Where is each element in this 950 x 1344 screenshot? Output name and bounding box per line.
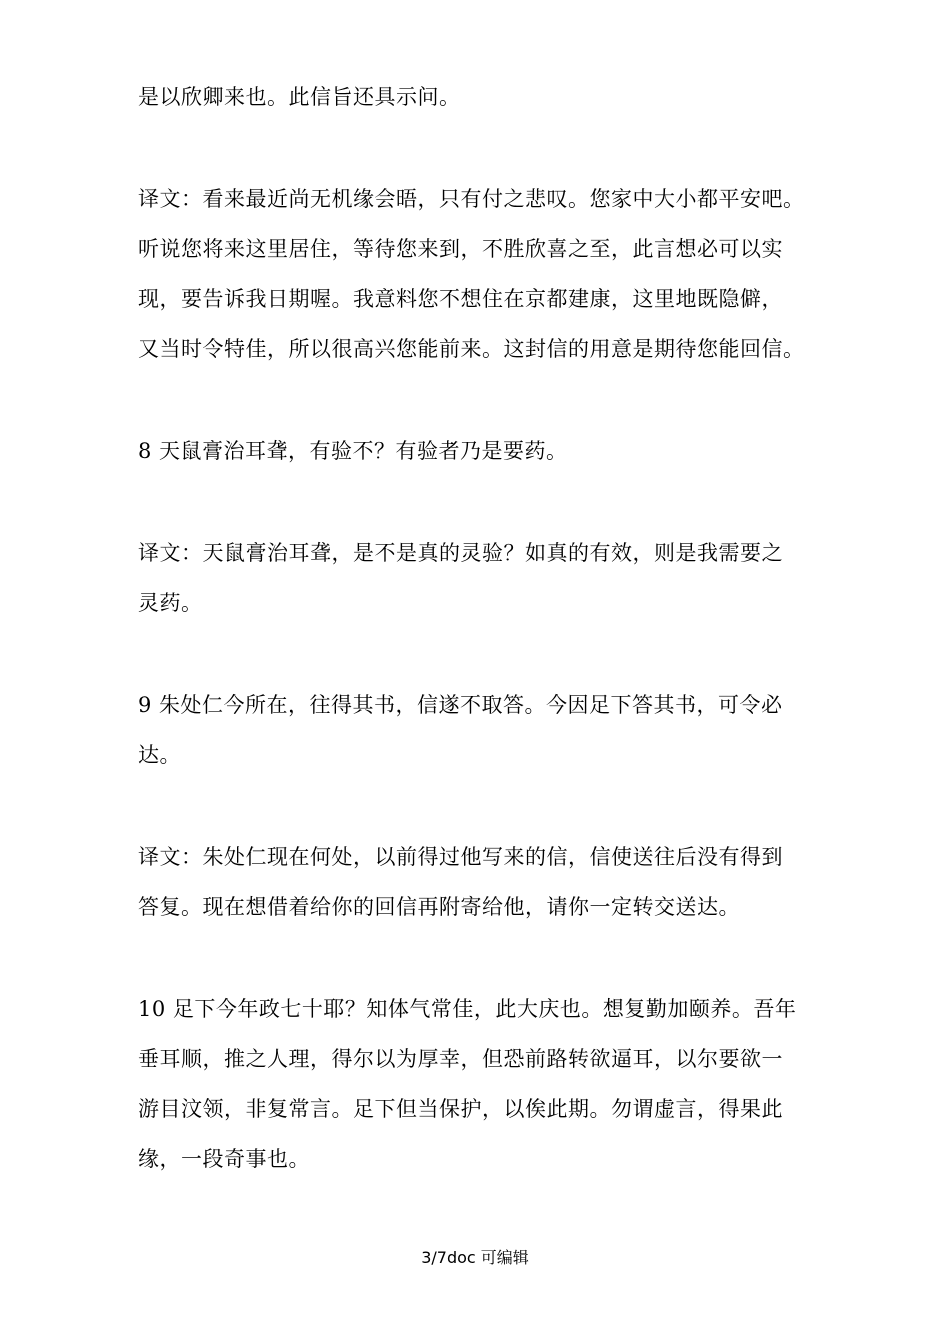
text-line: 缘，一段奇事也。 [138,1147,310,1171]
paragraph-translation-8 [138,528,828,628]
text-line: 译文：看来最近尚无机缘会晤，只有付之悲叹。您家中大小都平安吧。 [138,187,805,211]
text-line: 9 朱处仁今所在，往得其书，信遂不取答。今因足下答其书，可令必 [138,693,783,717]
paragraph-intro-end [138,72,828,122]
text-line: 10 足下今年政七十耶？知体气常佳，此大庆也。想复勤加颐养。吾年 [138,997,797,1021]
paragraph-letter-10 [138,984,828,1184]
text-line: 8 天鼠膏治耳聋，有验不？有验者乃是要药。 [138,439,568,463]
text-line: 垂耳顺，推之人理，得尔以为厚幸，但恐前路转欲逼耳，以尔要欲一 [138,1047,783,1071]
paragraph-letter-9 [138,680,828,780]
text-line: 灵药。 [138,591,203,615]
text-line: 答复。现在想借着给你的回信再附寄给他，请你一定转交送达。 [138,895,740,919]
text-line: 译文：朱处仁现在何处，以前得过他写来的信，信使送往后没有得到 [138,845,783,869]
text-line: 又当时令特佳，所以很高兴您能前来。这封信的用意是期待您能回信。 [138,337,805,361]
text-line: 达。 [138,743,181,767]
paragraph-translation-7 [138,174,828,374]
document-body [138,72,828,1184]
text-line: 是以欣卿来也。此信旨还具示问。 [138,85,461,109]
paragraph-translation-9 [138,832,828,932]
text-line: 译文：天鼠膏治耳聋，是不是真的灵验？如真的有效，则是我需要之 [138,541,783,565]
text-line: 游目汶领，非复常言。足下但当保护，以俟此期。勿谓虚言，得果此 [138,1097,783,1121]
page-footer [0,1246,950,1270]
paragraph-letter-8 [138,426,828,476]
text-line: 听说您将来这里居住，等待您来到，不胜欣喜之至，此言想必可以实 [138,237,783,261]
page-number-label: 3/7doc 可编辑 [421,1248,529,1267]
text-line: 现，要告诉我日期喔。我意料您不想住在京都建康，这里地既隐僻， [138,287,783,311]
